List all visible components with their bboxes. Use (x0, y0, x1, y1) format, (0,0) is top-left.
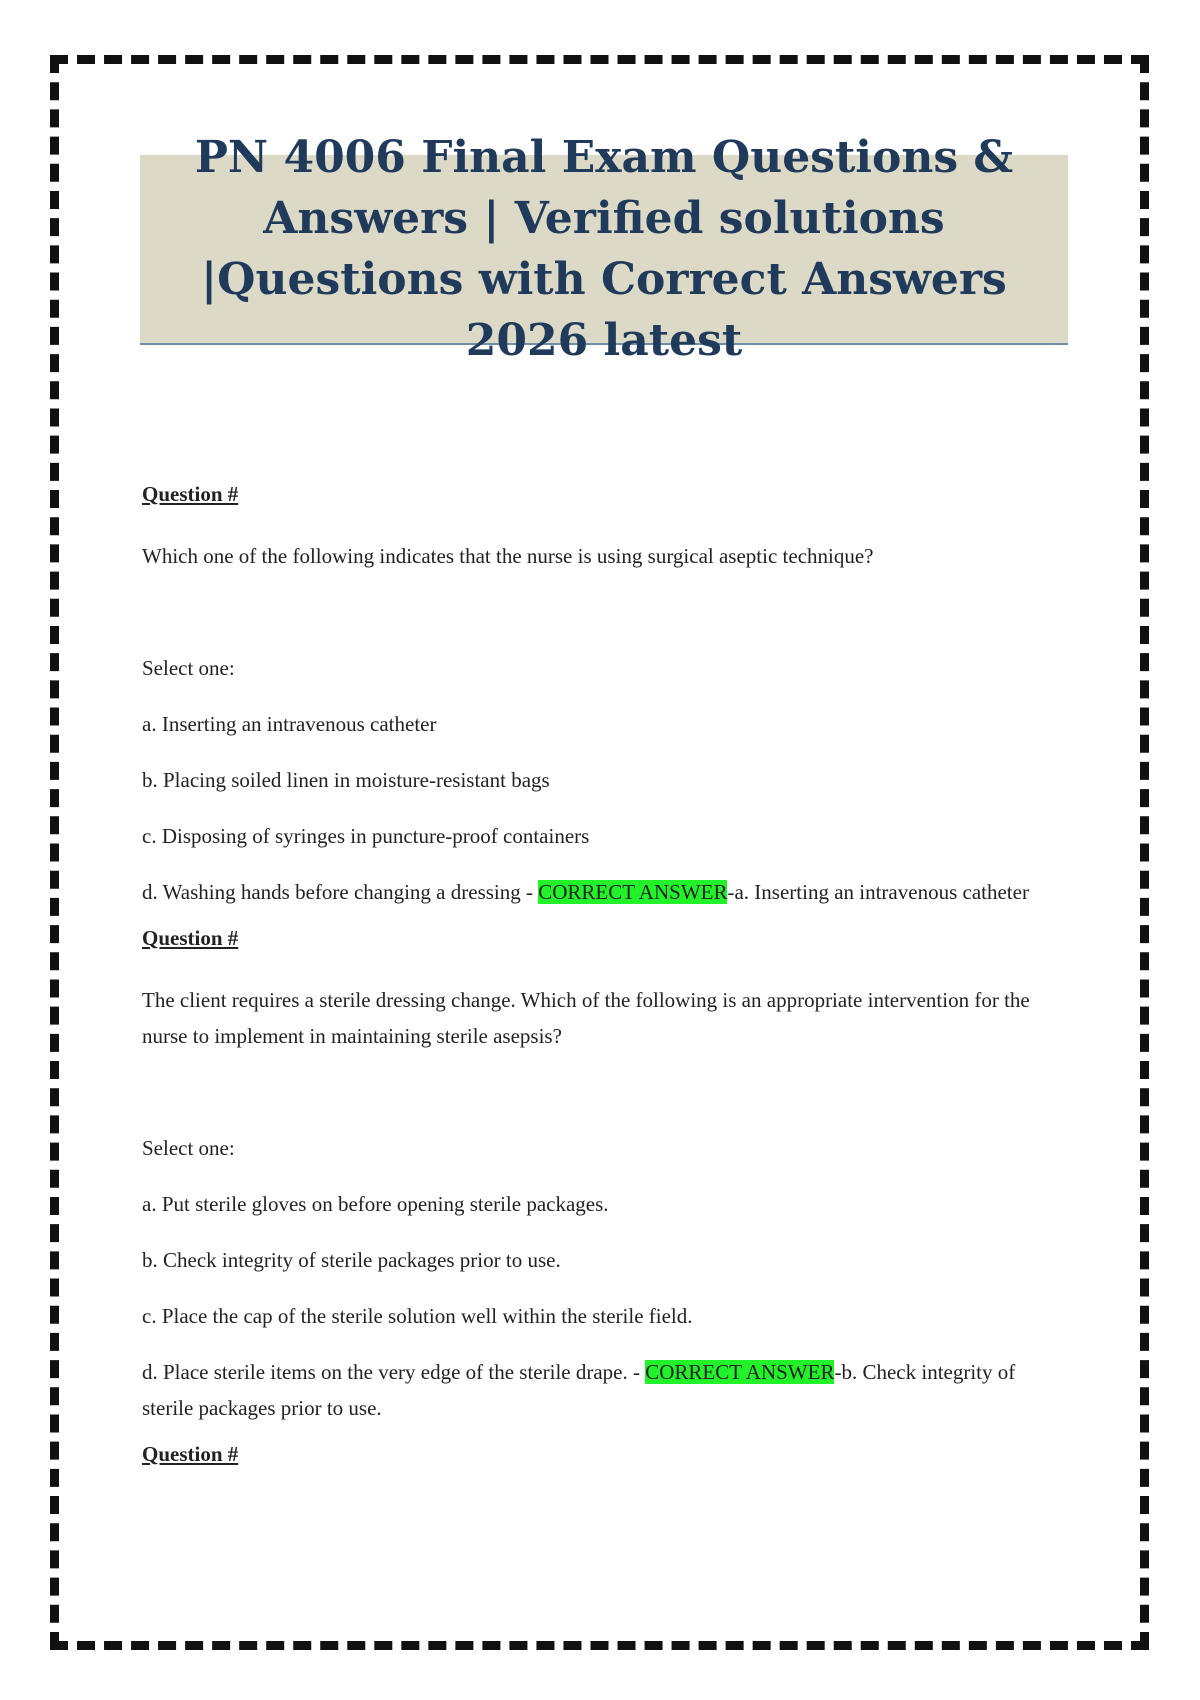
question-3 (142, 1440, 1042, 1468)
option-c: c. Disposing of syringes in puncture-proof containers (142, 824, 590, 848)
question-heading: Question # (142, 1442, 239, 1466)
option-d-with-answer (142, 874, 1042, 910)
option-a: a. Inserting an intravenous catheter (142, 712, 437, 736)
option-b: b. Placing soiled linen in moisture-resistant bags (142, 768, 550, 792)
question-heading: Question # (142, 926, 239, 950)
correct-answer-badge: CORRECT ANSWER (538, 880, 728, 904)
select-one-label: Select one: (142, 1136, 235, 1160)
question-text: Which one of the following indicates that the nurse is using surgical aseptic technique? (142, 544, 874, 568)
document-title: PN 4006 Final Exam Questions & Answers | Verified solutions |Questions with Correct Answers 2026 latest (194, 132, 1014, 366)
question-heading: Question # (142, 482, 239, 506)
option-d: d. Washing hands before changing a dressing - (142, 880, 533, 904)
option-b: b. Check integrity of sterile packages prior to use. (142, 1248, 561, 1272)
option-d: d. Place sterile items on the very edge of the sterile drape. - (142, 1360, 640, 1384)
correct-answer-text: -a. Inserting an intravenous catheter (727, 880, 1029, 904)
correct-answer-badge: CORRECT ANSWER (645, 1360, 835, 1384)
title-banner (140, 132, 1068, 366)
option-a: a. Put sterile gloves on before opening sterile packages. (142, 1192, 609, 1216)
option-c: c. Place the cap of the sterile solution well within the sterile field. (142, 1304, 693, 1328)
option-d-with-answer (142, 1354, 1042, 1426)
question-text: The client requires a sterile dressing change. Which of the following is an appropriate intervention for the nurse to implement in maintaining sterile asepsis? (142, 988, 1030, 1048)
correct-answer-text: -b. Check integrity of sterile packages prior to use. (142, 1360, 1016, 1420)
question-2 (142, 924, 1042, 1426)
select-one-label: Select one: (142, 656, 235, 680)
question-1 (142, 480, 1042, 910)
document-body (142, 480, 1042, 1498)
